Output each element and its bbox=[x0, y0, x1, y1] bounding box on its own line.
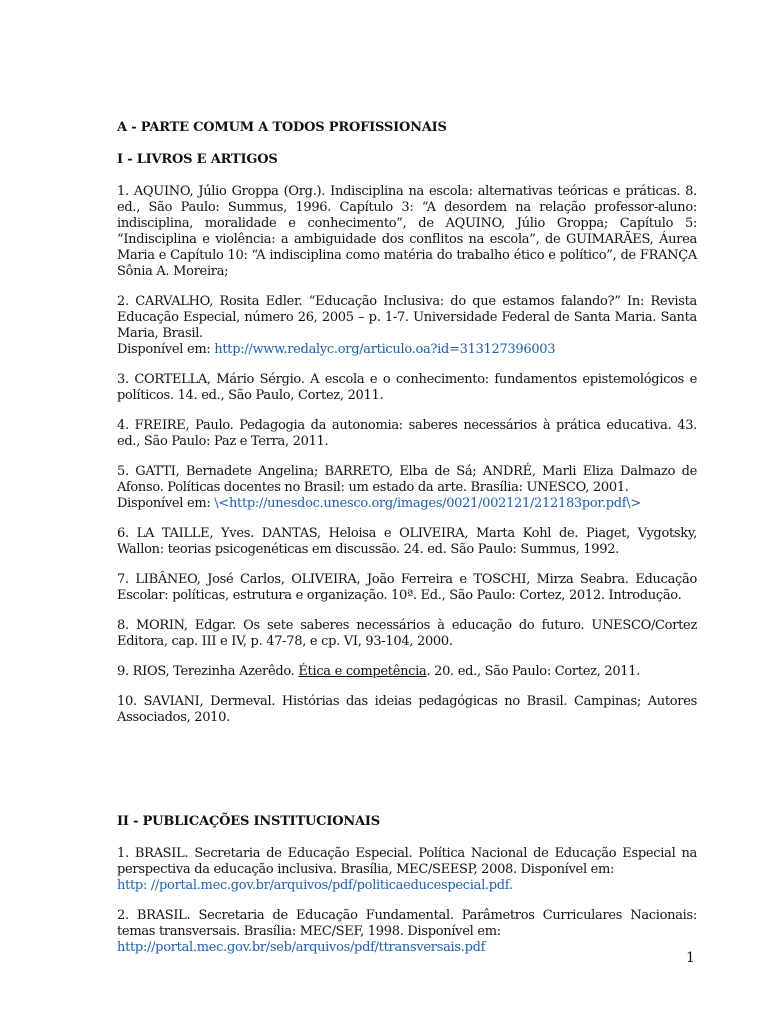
publication-2-link[interactable]: http://portal.mec.gov.br/seb/arquivos/pdf/ttransversais.pdf bbox=[117, 940, 486, 955]
reference-5-text: 5. GATTI, Bernadete Angelina; BARRETO, Elba de Sá; ANDRÉ, Marli Eliza Dalmazo de Afonso. Políticas docentes no Brasil: um estado da arte. Brasília: UNESCO, 2001. bbox=[117, 464, 697, 495]
reference-2-link[interactable]: http://www.redalyc.org/articulo.oa?id=313127396003 bbox=[214, 342, 556, 357]
page-number: 1 bbox=[686, 950, 695, 966]
publication-1-link[interactable]: http: //portal.mec.gov.br/arquivos/pdf/politicaeducespecial.pdf. bbox=[117, 878, 513, 893]
section-heading-ii: II - PUBLICAÇÕES INSTITUCIONAIS bbox=[117, 814, 380, 829]
reference-9-details: . 20. ed., São Paulo: Cortez, 2011. bbox=[426, 664, 641, 679]
reference-5-available-label: Disponível em: bbox=[117, 496, 215, 511]
reference-9-title: Ética e competência bbox=[298, 664, 427, 679]
reference-2-available-label: Disponível em: bbox=[117, 342, 215, 357]
section-spacer bbox=[117, 740, 697, 814]
reference-10: 10. SAVIANI, Dermeval. Histórias das ideias pedagógicas no Brasil. Campinas; Autores Associados, 2010. bbox=[117, 694, 697, 725]
publication-1 bbox=[117, 846, 697, 894]
reference-2-text: 2. CARVALHO, Rosita Edler. “Educação Inclusiva: do que estamos falando?” In: Revista Educação Especial, número 26, 2005 – p. 1-7. Universidade Federal de Santa Maria. Santa Maria, Brasil. bbox=[117, 294, 697, 341]
section-heading-a: A - PARTE COMUM A TODOS PROFISSIONAIS bbox=[117, 120, 447, 135]
reference-3: 3. CORTELLA, Mário Sérgio. A escola e o conhecimento: fundamentos epistemológicos e políticos. 14. ed., São Paulo, Cortez, 2011. bbox=[117, 372, 697, 403]
reference-4: 4. FREIRE, Paulo. Pedagogia da autonomia: saberes necessários à prática educativa. 43. ed., São Paulo: Paz e Terra, 2011. bbox=[117, 418, 697, 449]
reference-8: 8. MORIN, Edgar. Os sete saberes necessários à educação do futuro. UNESCO/Cortez Editora, cap. III e IV, p. 47-78, e cp. VI, 93-104, 2000. bbox=[117, 618, 697, 649]
publication-1-text: 1. BRASIL. Secretaria de Educação Especial. Política Nacional de Educação Especial na perspectiva da educação inclusiva. Brasília, MEC/SEESP, 2008. Disponível em: bbox=[117, 846, 697, 877]
document-content bbox=[117, 120, 697, 970]
publication-2-text: 2. BRASIL. Secretaria de Educação Fundamental. Parâmetros Curriculares Nacionais: temas transversais. Brasília: MEC/SEF, 1998. Disponível em: bbox=[117, 908, 697, 939]
reference-7: 7. LIBÂNEO, José Carlos, OLIVEIRA, João Ferreira e TOSCHI, Mirza Seabra. Educação Escolar: políticas, estrutura e organização. 10ª. Ed., São Paulo: Cortez, 2012. Introdução. bbox=[117, 572, 697, 603]
reference-5-link[interactable]: \<http://unesdoc.unesco.org/images/0021/002121/212183por.pdf\> bbox=[214, 496, 641, 511]
reference-9-author: 9. RIOS, Terezinha Azerêdo. bbox=[117, 664, 299, 679]
reference-6: 6. LA TAILLE, Yves. DANTAS, Heloisa e OLIVEIRA, Marta Kohl de. Piaget, Vygotsky, Wallon: teorias psicogenéticas em discussão. 24. ed. São Paulo: Summus, 1992. bbox=[117, 526, 697, 557]
reference-5 bbox=[117, 464, 697, 512]
publication-2 bbox=[117, 908, 697, 956]
reference-1: 1. AQUINO, Júlio Groppa (Org.). Indisciplina na escola: alternativas teóricas e práticas. 8. ed., São Paulo: Summus, 1996. Capítulo 3: “A desordem na relação professor-aluno: indisciplina, moralidade e conhecimento”, de AQUINO, Júlio Groppa; Capítulo 5: “Indisciplina e violência: a ambiguidade dos conflitos na escola”, de GUIMARÃES, Áurea Maria e Capítulo 10: “A indisciplina como matéria do trabalho ético e político”, de FRANÇA Sônia A. Moreira; bbox=[117, 184, 697, 279]
reference-2 bbox=[117, 294, 697, 358]
section-heading-i: I - LIVROS E ARTIGOS bbox=[117, 152, 278, 167]
reference-9 bbox=[117, 664, 697, 680]
